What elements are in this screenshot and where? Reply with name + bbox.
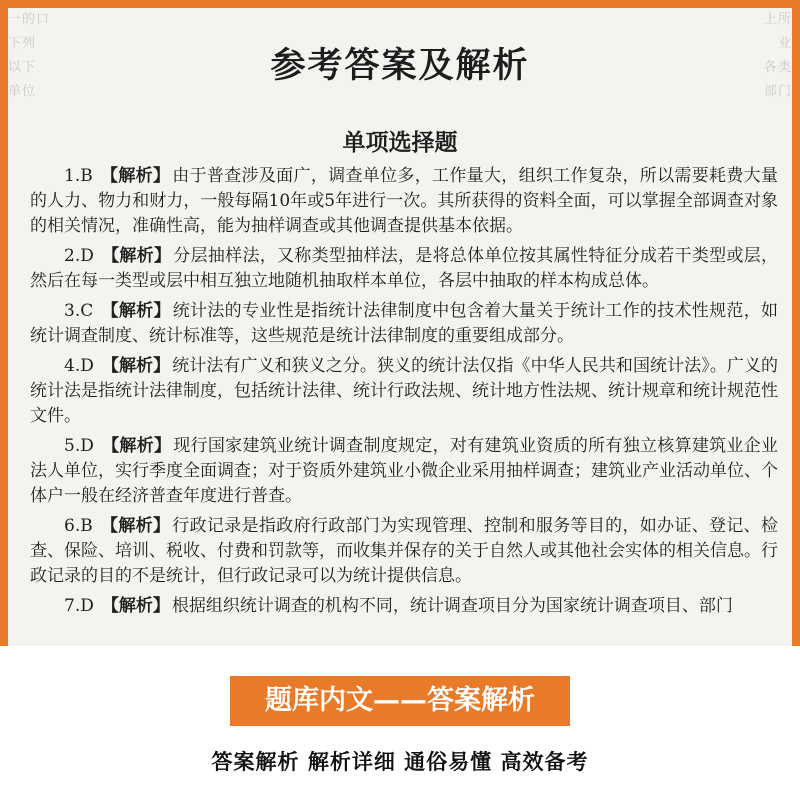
answer-item <box>30 594 778 619</box>
analysis-text: 由于普查涉及面广，调查单位多，工作量大，组织工作复杂，所以需要耗费大量的人力、物力和财力，一般每隔10年或5年进行一次。其所获得的资料全面，可以掌握全部调查对象的相关情况，准确性高，能为抽样调查或其他调查提供基本依据。 <box>30 166 779 236</box>
answer-item <box>30 164 778 239</box>
promo-footer <box>0 646 800 800</box>
analysis-text: 统计法的专业性是指统计法律制度中包含着大量关于统计工作的技术性规范，如统计调查制度、统计标准等，这些规范是统计法律制度的重要组成部分。 <box>30 301 779 346</box>
answer-number: 7.D <box>64 596 94 616</box>
section-title: 单项选择题 <box>342 129 458 156</box>
analysis-text: 行政记录是指政府行政部门为实现管理、控制和服务等目的，如办证、登记、检查、保险、培训、税收、付费和罚款等，而收集并保存的关于自然人或其他社会实体的相关信息。行政记录的目的不是统计，但行政记录可以为统计提供信息。 <box>30 516 779 586</box>
answer-item <box>30 354 778 429</box>
answer-item <box>30 514 778 589</box>
book-page-photo <box>8 8 792 646</box>
analysis-text: 统计法有广义和狭义之分。狭义的统计法仅指《中华人民共和国统计法》。广义的统计法是指统计法律制度，包括统计法律、统计行政法规、统计地方性法规、统计规章和统计规范性文件。 <box>30 356 779 426</box>
answer-number: 6.B <box>64 516 93 536</box>
answer-number: 4.D <box>64 356 94 376</box>
answer-item <box>30 434 778 509</box>
analysis-tag: 【解析】 <box>101 436 172 456</box>
promo-banner: 题库内文——答案解析 <box>230 676 570 726</box>
analysis-tag: 【解析】 <box>101 246 172 266</box>
answer-number: 1.B <box>64 166 93 186</box>
answer-item <box>30 299 778 349</box>
bleed-through-text-left: 一的口 下列 以下 单位 <box>8 12 51 99</box>
analysis-tag: 【解析】 <box>100 166 171 186</box>
answer-list <box>30 164 778 624</box>
answer-number: 2.D <box>64 246 94 266</box>
answer-number: 3.C <box>64 301 94 321</box>
analysis-tag: 【解析】 <box>100 516 171 536</box>
page-title: 参考答案及解析 <box>270 45 530 86</box>
answer-item <box>30 244 778 294</box>
analysis-tag: 【解析】 <box>101 356 171 376</box>
analysis-text: 根据组织统计调查的机构不同，统计调查项目分为国家统计调查项目、部门 <box>171 596 733 616</box>
answer-number: 5.D <box>64 436 94 456</box>
analysis-text: 分层抽样法，又称类型抽样法，是将总体单位按其属性特征分成若干类型或层，然后在每一类型或层中相互独立地随机抽取样本单位，各层中抽取的样本构成总体。 <box>30 246 779 291</box>
analysis-text: 现行国家建筑业统计调查制度规定，对有建筑业资质的所有独立核算建筑业企业法人单位，实行季度全面调查；对于资质外建筑业小微企业采用抽样调查；建筑业产业活动单位、个体户一般在经济普查年度进行普查。 <box>30 436 779 506</box>
promo-tagline: 答案解析 解析详细 通俗易懂 高效备考 <box>211 750 589 774</box>
bleed-through-text-right: 上所 业 各类 部门 <box>763 12 792 99</box>
analysis-tag: 【解析】 <box>101 596 170 616</box>
analysis-tag: 【解析】 <box>101 301 171 321</box>
